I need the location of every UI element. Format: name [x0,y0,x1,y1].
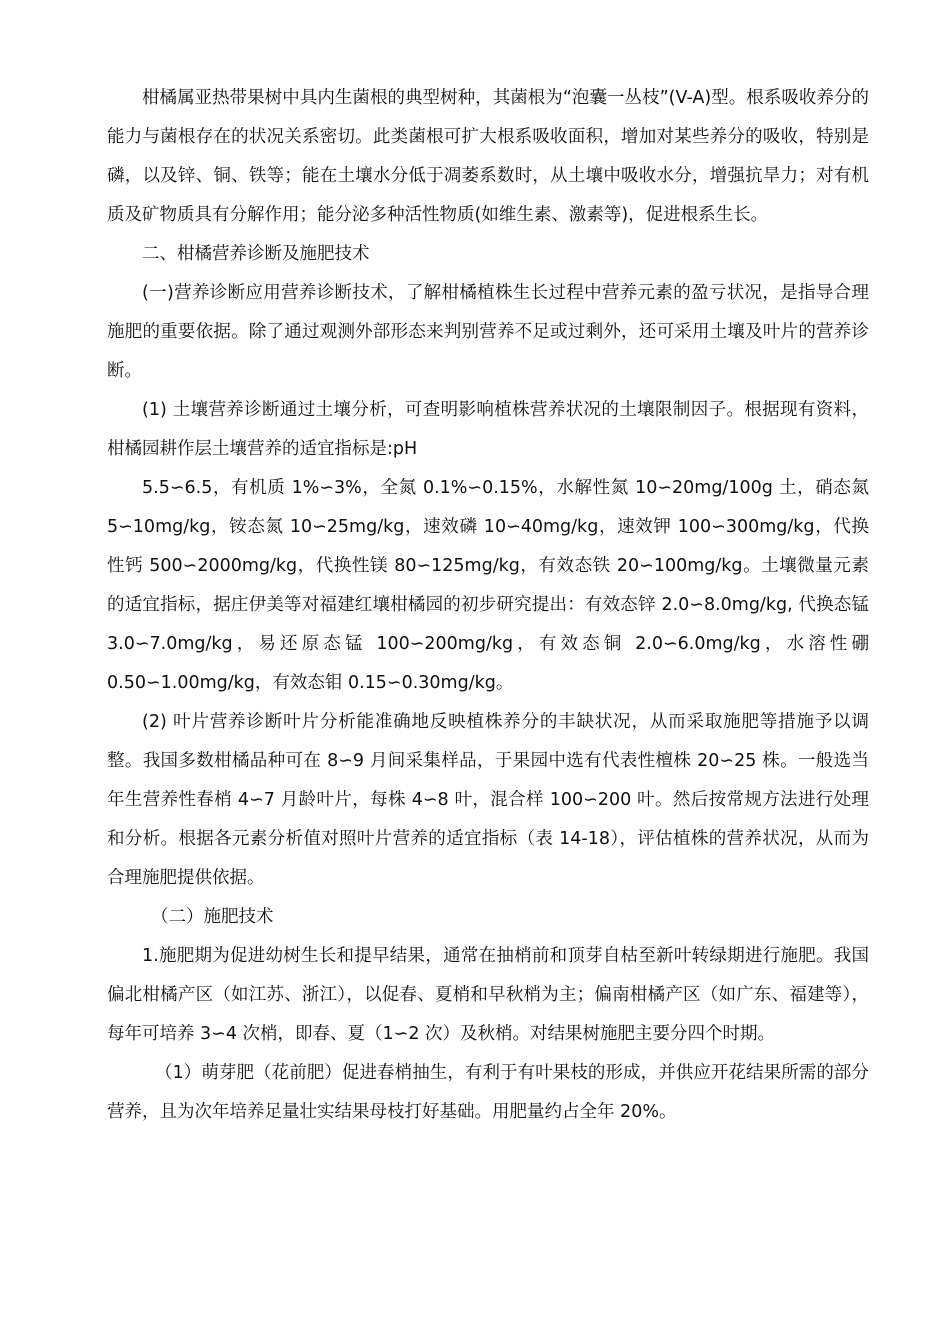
paragraph-soil-indicators: 5.5∽6.5，有机质 1%∽3%，全氮 0.1%∽0.15%，水解性氮 10∽20mg/100g 土，硝态氮 5∽10mg/kg，铵态氮 10∽25mg/kg，速效磷 10∽40mg/kg，速效钾 100∽300mg/kg，代换性钙 500∽2000mg/kg，代换性镁 80∽125mg/kg，有效态铁 20∽100mg/kg。土壤微量元素的适宜指标，据庄伊美等对福建红壤柑橘园的初步研究提出：有效态锌 2.0∽8.0mg/kg, 代换态锰 3.0∽7.0mg/kg，易还原态锰 100∽200mg/kg，有效态铜 2.0∽6.0mg/kg，水溶性硼 0.50∽1.00mg/kg，有效态钼 0.15∽0.30mg/kg。 [107,478,869,693]
paragraph-leaf-diagnosis: (2) 叶片营养诊断叶片分析能准确地反映植株养分的丰缺状况，从而采取施肥等措施予以调整。我国多数柑橘品种可在 8∽9 月间采集样品，于果园中选有代表性檀株 20∽25 株。一般选当年生营养性春梢 4∽7 月龄叶片，每株 4∽8 叶，混合样 100∽200 叶。然后按常规方法进行处理和分析。根据各元素分析值对照叶片营养的适宜指标（表 14-18），评估植株的营养状况，从而为合理施肥提供依据。 [107,712,869,888]
paragraph-sprouting-fertilizer: （1）萌芽肥（花前肥）促进春梢抽生，有利于有叶果枝的形成，并供应开花结果所需的部分营养，且为次年培养足量壮实结果母枝打好基础。用肥量约占全年 20%。 [107,1063,869,1122]
paragraph-mycorrhiza: 柑橘属亚热带果树中具内生菌根的典型树种，其菌根为“泡囊一丛枝”(V-A)型。根系吸收养分的能力与菌根存在的状况关系密切。此类菌根可扩大根系吸收面积，增加对某些养分的吸收，特别是磷，以及锌、铜、铁等；能在土壤水分低于凋萎系数时，从土壤中吸收水分，增强抗旱力；对有机质及矿物质具有分解作用；能分泌多种活性物质(如维生素、激素等)，促进根系生长。 [107,88,869,225]
paragraph-fertilization-period: 1.施肥期为促进幼树生长和提早结果，通常在抽梢前和顶芽自枯至新叶转绿期进行施肥。我国偏北柑橘产区（如江苏、浙江），以促春、夏梢和早秋梢为主；偏南柑橘产区（如广东、福建等），每年可培养 3∽4 次梢，即春、夏（1∽2 次）及秋梢。对结果树施肥主要分四个时期。 [107,946,869,1044]
document-page [107,79,869,1132]
section-heading-fertilization: （二）施肥技术 [151,907,274,927]
section-heading-nutrition-diagnosis: 二、柑橘营养诊断及施肥技术 [142,244,370,264]
paragraph-nutrition-diagnosis-intro: (一)营养诊断应用营养诊断技术，了解柑橘植株生长过程中营养元素的盈亏状况，是指导合理施肥的重要依据。除了通过观测外部形态来判别营养不足或过剩外，还可采用土壤及叶片的营养诊断。 [107,283,869,381]
paragraph-soil-diagnosis: (1) 土壤营养诊断通过土壤分析，可查明影响植株营养状况的土壤限制因子。根据现有资料，柑橘园耕作层土壤营养的适宜指标是:pH [107,400,869,459]
